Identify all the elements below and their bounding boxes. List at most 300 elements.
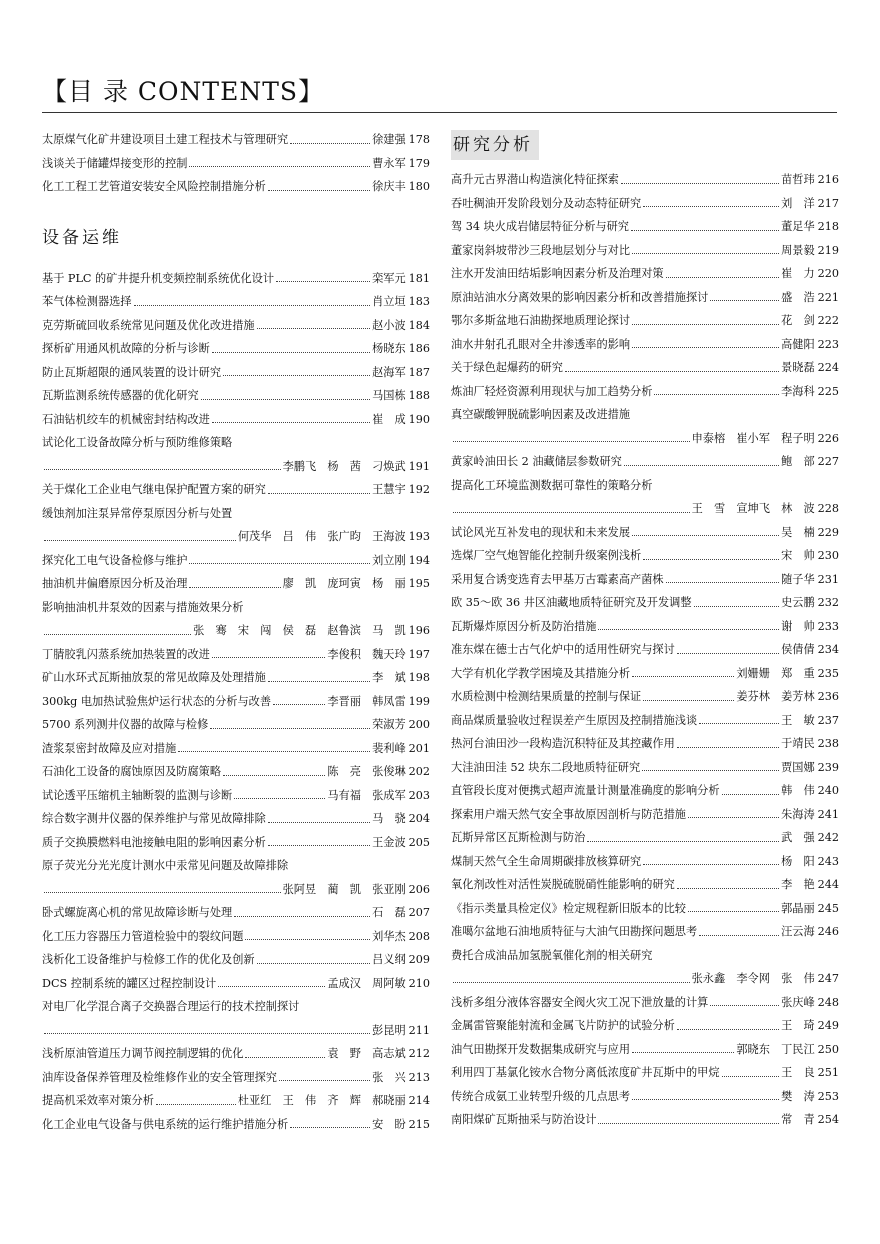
toc-entry-title: 化工工程工艺管道安装安全风险控制措施分析 <box>42 180 266 193</box>
toc-entry-title: 商品煤质量验收过程误差产生原因及控制措施浅谈 <box>451 713 698 727</box>
toc-entry-title: 高升元古界潜山构造演化特征探索 <box>451 173 619 186</box>
toc-entry-page: 180 <box>408 180 430 193</box>
toc-entry-page: 245 <box>817 901 839 915</box>
toc-entry-author: 张阿昱 蔺 凯 张亚刚 <box>282 882 406 896</box>
toc-entry-page: 220 <box>817 267 839 280</box>
toc-entry <box>451 450 839 474</box>
toc-entry-title: 卧式螺旋离心机的常见故障诊断与处理 <box>42 906 233 919</box>
toc-entry <box>42 384 430 408</box>
toc-entry-title: 原子荧光分光光度计测水中汞常见问题及故障排除 <box>42 859 289 872</box>
toc-entry-page: 223 <box>817 337 839 351</box>
toc-entry-page: 229 <box>817 525 839 539</box>
toc-entry-page: 244 <box>817 878 839 891</box>
toc-entry-author: 朱海涛 <box>781 807 815 821</box>
toc-entry <box>451 756 839 780</box>
toc-entry-author: 杨 阳 <box>781 854 815 868</box>
toc-entry <box>42 455 430 479</box>
toc-entry-title: 鄂尔多斯盆地石油勘探地质理论探讨 <box>451 314 631 327</box>
toc-entry <box>42 314 430 338</box>
toc-entry <box>451 709 839 733</box>
toc-entry-page: 207 <box>408 906 430 919</box>
toc-entry-page: 242 <box>817 831 839 844</box>
dot-leader <box>223 775 325 776</box>
toc-entry <box>42 152 430 176</box>
toc-entry-page: 201 <box>408 741 430 755</box>
toc-entry-author: 贾国娜 <box>781 760 815 774</box>
toc-entry <box>42 572 430 596</box>
dot-leader <box>632 535 779 536</box>
toc-entry-author: 于靖民 <box>781 737 815 750</box>
toc-entry-author: 王 良 <box>781 1066 815 1079</box>
toc-entry <box>451 1108 839 1132</box>
dot-leader <box>699 935 779 936</box>
toc-entry-author: 姜芬林 姜芳林 <box>736 690 815 703</box>
dot-leader <box>643 206 779 207</box>
toc-entry <box>451 568 839 592</box>
toc-entry-author: 李鹏飞 杨 茜 刁焕武 <box>282 459 406 473</box>
dot-leader <box>290 1127 370 1128</box>
toc-entry-author: 崔 力 <box>781 267 815 280</box>
toc-entry-title: 吞吐稠油开发阶段划分及动态特征研究 <box>451 196 642 210</box>
toc-entry-author: 刘 洋 <box>781 196 815 210</box>
toc-entry <box>42 549 430 573</box>
toc-entry-author: 栾军元 <box>372 271 406 285</box>
toc-entry <box>451 873 839 897</box>
toc-entry-title: 渣浆泵密封故障及应对措施 <box>42 741 177 755</box>
toc-entry-title: DCS 控制系统的罐区过程控制设计 <box>42 976 217 990</box>
toc-entry <box>42 361 430 385</box>
dot-leader <box>245 1057 325 1058</box>
toc-entry-author: 杜亚红 王 伟 齐 辉 郝晓丽 <box>237 1094 406 1107</box>
dot-leader <box>453 982 690 983</box>
dot-leader <box>218 986 325 987</box>
toc-entry-page: 212 <box>408 1047 430 1060</box>
dot-leader <box>268 190 370 191</box>
toc-entry-author: 花 剑 <box>781 314 815 327</box>
toc-entry-title: 缓蚀剂加注泵异常停泵原因分析与处置 <box>42 506 233 520</box>
section-header-research: 研究分析 <box>451 130 539 160</box>
toc-entry-page: 240 <box>817 784 839 797</box>
dot-leader <box>273 704 325 705</box>
toc-entry-page: 224 <box>817 361 839 374</box>
toc-entry <box>42 831 430 855</box>
toc-entry-author: 崔 成 <box>372 412 406 426</box>
toc-entry <box>42 1019 430 1043</box>
toc-entry <box>451 380 839 404</box>
toc-entry-author: 随子华 <box>781 572 815 586</box>
dot-leader <box>710 1005 779 1006</box>
toc-entry <box>451 685 839 709</box>
toc-entry-author: 王 雪 宣坤飞 林 波 <box>691 502 815 515</box>
toc-entry-author: 苗哲玮 <box>781 173 815 186</box>
dot-leader <box>621 183 779 184</box>
toc-entry <box>451 803 839 827</box>
toc-entry-author: 王金波 <box>372 835 406 849</box>
toc-entry-page: 178 <box>408 133 430 146</box>
toc-entry-page: 184 <box>408 318 430 332</box>
dot-leader <box>212 422 370 423</box>
toc-entry-page: 210 <box>408 976 430 990</box>
toc-entry-page: 218 <box>817 220 839 233</box>
toc-entry-title: 利用四丁基氯化铵水合物分离低浓度矿井瓦斯中的甲烷 <box>451 1066 720 1079</box>
dot-leader <box>268 493 370 494</box>
toc-entry <box>42 690 430 714</box>
toc-entry-author: 樊 涛 <box>781 1089 815 1103</box>
toc-entry-page: 192 <box>408 483 430 496</box>
dot-leader <box>212 657 325 658</box>
toc-entry-page: 214 <box>408 1094 430 1107</box>
toc-entry-title: 大洼油田洼 52 块东二段地质特征研究 <box>451 760 641 774</box>
toc-entry-title: 抽油机井偏磨原因分析及治理 <box>42 577 188 590</box>
toc-entry-title: 准东煤在德士古气化炉中的适用性研究与探讨 <box>451 643 675 656</box>
toc-entry <box>451 1014 839 1038</box>
dot-leader <box>694 606 780 607</box>
dot-leader <box>677 653 779 654</box>
toc-entry <box>42 643 430 667</box>
toc-entry-page: 246 <box>817 925 839 938</box>
toc-entry-title: 石油化工设备的腐蚀原因及防腐策略 <box>42 765 222 778</box>
toc-entry <box>42 901 430 925</box>
dot-leader <box>666 582 779 583</box>
toc-entry-page: 250 <box>817 1042 839 1056</box>
toc-entry-title: 提高化工环境监测数据可靠性的策略分析 <box>451 478 653 492</box>
toc-entry-page: 197 <box>408 647 430 661</box>
toc-entry <box>42 1066 430 1090</box>
dot-leader <box>699 723 779 724</box>
toc-entry <box>451 991 839 1015</box>
toc-entry-author: 郭晓东 丁民江 <box>736 1042 815 1056</box>
toc-entry-page: 205 <box>408 835 430 849</box>
toc-entry <box>42 128 430 152</box>
toc-entry <box>42 525 430 549</box>
toc-entry-author: 董足华 <box>781 220 815 233</box>
dot-leader <box>44 634 191 635</box>
toc-entry-title: 300kg 电加热试验焦炉运行状态的分析与改善 <box>42 694 272 708</box>
toc-entry <box>42 337 430 361</box>
toc-entry-title: 提高机采效率对策分析 <box>42 1094 154 1107</box>
toc-entry-title: 化工企业电气设备与供电系统的运行维护措施分析 <box>42 1117 289 1131</box>
toc-entry-author: 汪云海 <box>781 925 815 938</box>
toc-entry-author: 彭昆明 <box>372 1023 406 1037</box>
toc-entry-page: 253 <box>817 1089 839 1103</box>
dot-leader <box>134 305 371 306</box>
toc-entry-author: 王 琦 <box>781 1019 815 1032</box>
toc-entry-title: 瓦斯爆炸原因分析及防治措施 <box>451 619 597 633</box>
toc-entry-author: 马国栋 <box>372 389 406 402</box>
toc-entry-title: 欧 35～欧 36 井区油藏地质特征研究及开发调整 <box>451 596 692 609</box>
toc-entry-page: 194 <box>408 553 430 567</box>
toc-entry <box>451 215 839 239</box>
dot-leader <box>643 559 779 560</box>
toc-entry <box>451 850 839 874</box>
toc-entry <box>451 309 839 333</box>
toc-entry-author: 李海科 <box>781 384 815 398</box>
dot-leader <box>587 841 779 842</box>
toc-entry-author: 周景毅 <box>781 243 815 257</box>
toc-entry-page: 228 <box>817 502 839 515</box>
toc-entry-title: 试论透平压缩机主轴断裂的监测与诊断 <box>42 788 233 802</box>
dot-leader <box>234 798 325 799</box>
dot-leader <box>268 822 370 823</box>
toc-entry-title: 克劳斯硫回收系统常见问题及优化改进措施 <box>42 318 255 332</box>
toc-entry-page: 238 <box>817 737 839 750</box>
dot-leader <box>44 469 281 470</box>
toc-entry <box>42 713 430 737</box>
dot-leader <box>642 770 779 771</box>
toc-entry-page: 208 <box>408 929 430 943</box>
toc-entry <box>42 175 430 199</box>
dot-leader <box>688 817 779 818</box>
dot-leader <box>710 300 779 301</box>
toc-entry-title: 试论化工设备故障分析与预防维修策略 <box>42 436 233 449</box>
toc-entry-title: 化工压力容器压力管道检验中的裂纹问题 <box>42 929 244 943</box>
dot-leader <box>632 1052 734 1053</box>
toc-entry <box>451 286 839 310</box>
toc-entry-title: 瓦斯监测系统传感器的优化研究 <box>42 389 199 402</box>
toc-entry-page: 235 <box>817 666 839 680</box>
right-column <box>451 128 839 1132</box>
toc-entry-title: 金属雷管聚能射流和金属飞片防护的试验分析 <box>451 1019 675 1032</box>
right-entry-list <box>451 168 839 1132</box>
toc-entry-author: 韩 伟 <box>781 784 815 797</box>
dot-leader <box>189 587 280 588</box>
toc-entry-title: 油水井射孔孔眼对全井渗透率的影响 <box>451 337 631 351</box>
toc-entry-author: 鲍 部 <box>781 455 815 468</box>
dot-leader <box>598 1123 779 1124</box>
toc-entry <box>451 662 839 686</box>
dot-leader <box>632 324 779 325</box>
toc-entry <box>451 192 839 216</box>
toc-entry-author: 张庆峰 <box>781 995 815 1009</box>
toc-entry-page: 181 <box>408 271 430 285</box>
toc-entry-title: 关于煤化工企业电气继电保护配置方案的研究 <box>42 483 266 496</box>
toc-entry-page: 230 <box>817 549 839 562</box>
toc-entry-page: 232 <box>817 596 839 609</box>
toc-entry <box>42 972 430 996</box>
toc-entry-author: 吕义纲 <box>372 953 406 966</box>
toc-entry <box>451 615 839 639</box>
toc-entry-author: 侯倩倩 <box>781 643 815 656</box>
toc-entry-author: 马 骁 <box>372 812 406 825</box>
toc-entry-author: 高健阳 <box>781 337 815 351</box>
dot-leader <box>276 281 370 282</box>
toc-entry-author: 宋 帅 <box>781 549 815 562</box>
toc-entry-page: 219 <box>817 243 839 257</box>
toc-entry <box>451 638 839 662</box>
toc-entry <box>451 427 839 451</box>
toc-entry <box>42 878 430 902</box>
toc-entry <box>451 779 839 803</box>
toc-entry-title: 油气田勘探开发数据集成研究与应用 <box>451 1042 631 1056</box>
toc-entry <box>42 290 430 314</box>
toc-entry-title: 浅析多组分液体容器安全阀火灾工况下泄放量的计算 <box>451 995 709 1009</box>
toc-entry-author: 刘姗姗 郑 重 <box>736 666 815 680</box>
toc-entry-title: 浅析化工设备维护与检修工作的优化及创新 <box>42 953 255 966</box>
toc-entry <box>451 897 839 921</box>
dot-leader <box>245 939 370 940</box>
dot-leader <box>268 845 370 846</box>
toc-entry <box>42 619 430 643</box>
toc-entry-title: 关于绿色起爆药的研究 <box>451 361 563 374</box>
toc-entry-page: 239 <box>817 760 839 774</box>
dot-leader <box>624 465 779 466</box>
dot-leader <box>290 143 370 144</box>
toc-entry-title: 探究化工电气设备检修与维护 <box>42 553 188 567</box>
dot-leader <box>178 751 370 752</box>
toc-entry-author: 安 盼 <box>372 1117 406 1131</box>
toc-entry-page: 251 <box>817 1066 839 1079</box>
toc-entry-title: 太原煤气化矿井建设项目土建工程技术与管理研究 <box>42 133 289 146</box>
toc-entry-author: 王慧宇 <box>372 483 406 496</box>
toc-entry-author: 武 强 <box>781 831 815 844</box>
toc-entry <box>451 168 839 192</box>
dot-leader <box>643 700 734 701</box>
toc-entry-author: 陈 亮 张俊琳 <box>327 765 406 778</box>
toc-entry-author: 袁 野 高志斌 <box>327 1047 406 1060</box>
dot-leader <box>189 166 370 167</box>
dot-leader <box>677 747 779 748</box>
toc-entry-author: 李晋丽 韩凤雷 <box>327 694 406 708</box>
toc-entry-title: 浅谈关于储罐焊接变形的控制 <box>42 156 188 170</box>
dot-leader <box>234 916 370 917</box>
toc-entry-title: 《指示类量具检定仪》检定规程新旧版本的比较 <box>451 901 686 915</box>
dot-leader <box>565 371 779 372</box>
toc-entry-title: 传统合成氨工业转型升级的几点思考 <box>451 1089 631 1103</box>
toc-entry <box>42 1089 430 1113</box>
toc-entry <box>451 239 839 263</box>
toc-entry-page: 188 <box>408 389 430 402</box>
toc-entry-title: 5700 系列测井仪器的故障与检修 <box>42 718 209 731</box>
toc-entry <box>42 666 430 690</box>
toc-entry-title: 黄家岭油田长 2 油藏储层参数研究 <box>451 455 622 468</box>
toc-entry <box>42 737 430 761</box>
toc-entry-author: 杨晓东 <box>372 342 406 355</box>
toc-entry <box>451 497 839 521</box>
toc-entry-title: 准噶尔盆地石油地质特征与大油气田勘探问题思考 <box>451 925 698 938</box>
toc-entry-page: 179 <box>408 156 430 170</box>
toc-entry-title: 煤制天然气全生命周期碳排放核算研究 <box>451 854 642 868</box>
dot-leader <box>677 888 779 889</box>
toc-entry-author: 荣淑芳 <box>372 718 406 731</box>
toc-entry-title: 水质检测中检测结果质量的控制与保证 <box>451 690 642 703</box>
toc-entry-author: 裴利峰 <box>372 741 406 755</box>
toc-entry-page: 234 <box>817 643 839 656</box>
dot-leader <box>643 864 779 865</box>
toc-entry-page: 222 <box>817 314 839 327</box>
dot-leader <box>223 375 370 376</box>
toc-entry-author: 赵小波 <box>372 318 406 332</box>
toc-entry <box>451 1061 839 1085</box>
toc-entry-page: 249 <box>817 1019 839 1032</box>
toc-entry-page: 233 <box>817 619 839 633</box>
toc-entry-title: 基于 PLC 的矿井提升机变频控制系统优化设计 <box>42 271 275 285</box>
toc-entry-author: 谢 帅 <box>781 619 815 633</box>
toc-entry-title: 综合数字测井仪器的保养维护与常见故障排除 <box>42 812 266 825</box>
toc-entry-page: 198 <box>408 671 430 684</box>
toc-entry-title: 热河台油田沙一段构造沉积特征及其控藏作用 <box>451 737 675 750</box>
toc-entry <box>451 920 839 944</box>
toc-entry <box>42 1113 430 1137</box>
toc-entry-author: 吴 楠 <box>781 525 815 539</box>
toc-entry-title: 选煤厂空气炮智能化控制升级案例浅析 <box>451 549 642 562</box>
dot-leader <box>677 1029 779 1030</box>
toc-entry-title: 炼油厂轻烃资源利用现状与加工趋势分析 <box>451 384 653 398</box>
toc-entry-author: 曹永军 <box>372 156 406 170</box>
dot-leader <box>453 441 690 442</box>
toc-entry-author: 赵海军 <box>372 365 406 379</box>
toc-entry-author: 马有福 张成军 <box>327 788 406 802</box>
toc-entry-author: 刘华杰 <box>372 929 406 943</box>
toc-entry-page: 209 <box>408 953 430 966</box>
dot-leader <box>688 911 779 912</box>
dot-leader <box>722 1076 780 1077</box>
toc-entry-title: 防止瓦斯超限的通风装置的设计研究 <box>42 365 222 379</box>
toc-entry <box>451 1038 839 1062</box>
toc-entry-author: 王 敏 <box>781 713 815 727</box>
toc-entry-author: 史云鹏 <box>781 596 815 609</box>
toc-entry-page: 215 <box>408 1117 430 1131</box>
toc-entry-title: 油库设备保养管理及检维修作业的安全管理探究 <box>42 1070 277 1084</box>
toc-entry-page: 236 <box>817 690 839 703</box>
toc-entry-title: 质子交换膜燃料电池接触电阻的影响因素分析 <box>42 835 266 849</box>
toc-entry-title: 真空碳酸钾脱硫影响因素及改进措施 <box>451 408 631 421</box>
toc-entry-title: 南阳煤矿瓦斯抽采与防治设计 <box>451 1113 597 1126</box>
dot-leader <box>44 892 281 893</box>
dot-leader <box>722 794 780 795</box>
toc-entry-author: 李俊积 魏天玲 <box>327 647 406 661</box>
toc-entry <box>451 544 839 568</box>
dot-leader <box>631 230 779 231</box>
toc-entry-author: 刘立刚 <box>372 553 406 567</box>
toc-entry-title: 驾 34 块火成岩储层特征分析与研究 <box>451 220 629 233</box>
dot-leader <box>210 728 370 729</box>
dot-leader <box>44 540 236 541</box>
toc-entry-title: 影响抽油机井泵效的因素与措施效果分析 <box>42 600 244 614</box>
dot-leader <box>257 328 370 329</box>
toc-entry <box>451 333 839 357</box>
toc-entry-author: 徐建强 <box>372 133 406 146</box>
toc-entry-page: 206 <box>408 882 430 896</box>
toc-entry-author: 石 磊 <box>372 906 406 919</box>
toc-entry-page: 190 <box>408 412 430 426</box>
toc-entry-author: 常 青 <box>781 1113 815 1126</box>
toc-entry-author: 申泰榕 崔小军 程子明 <box>691 431 815 445</box>
toc-entry-page: 213 <box>408 1070 430 1084</box>
dot-leader <box>632 1099 779 1100</box>
toc-entry-title: 丁腈胶乳闪蒸系统加热装置的改进 <box>42 647 210 661</box>
toc-entry-page: 217 <box>817 196 839 210</box>
dot-leader <box>598 629 779 630</box>
left-top-list <box>42 128 430 199</box>
toc-entry <box>451 967 839 991</box>
toc-entry-page: 200 <box>408 718 430 731</box>
toc-entry-title: 费托合成油品加氢脱氧催化剂的相关研究 <box>451 948 653 962</box>
toc-entry-author: 李 斌 <box>372 671 406 684</box>
section-header-equipment: 设备运维 <box>42 227 122 248</box>
dot-leader <box>212 352 370 353</box>
toc-entry <box>42 807 430 831</box>
toc-entry-author: 盛 浩 <box>781 290 815 304</box>
toc-entry-page: 231 <box>817 572 839 586</box>
dot-leader <box>189 563 370 564</box>
title-rule <box>42 112 837 113</box>
toc-entry-page: 211 <box>408 1023 430 1037</box>
toc-entry-page: 241 <box>817 807 839 821</box>
toc-entry-page: 243 <box>817 854 839 868</box>
dot-leader <box>632 253 779 254</box>
toc-entry-page: 226 <box>817 431 839 445</box>
dot-leader <box>666 277 779 278</box>
